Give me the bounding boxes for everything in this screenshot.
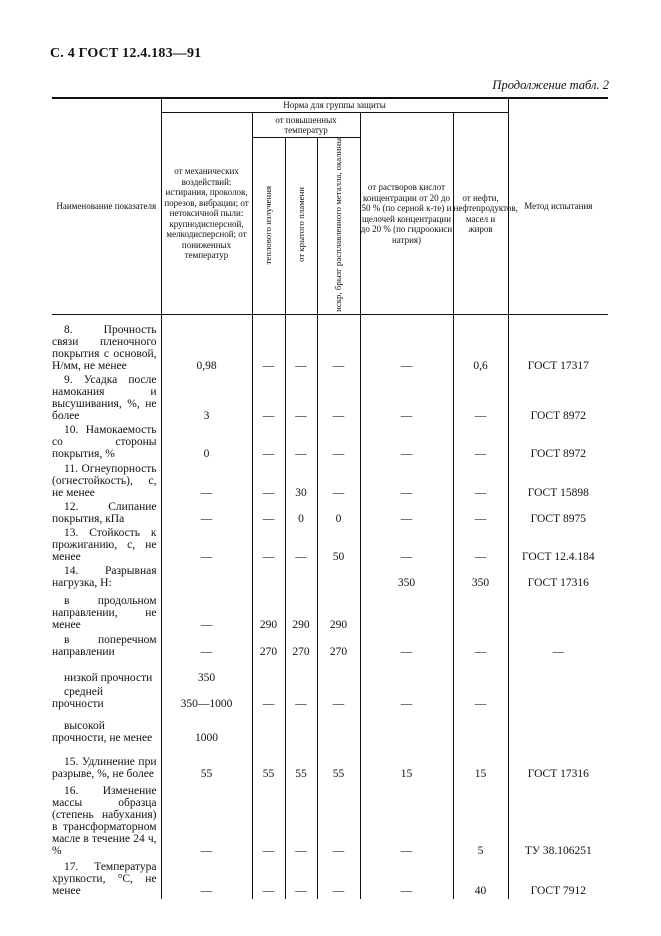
cell-indicator: низкой прочности	[52, 660, 161, 686]
cell-sparks: 0	[317, 501, 360, 527]
cell-sparks: —	[317, 686, 360, 712]
cell-acid: —	[360, 374, 453, 424]
cell-heat-radiation	[252, 660, 285, 686]
cell-acid: 350	[360, 565, 453, 591]
cell-indicator: высокой прочности, не менее	[52, 712, 161, 746]
cell-method: ТУ 38.106251	[508, 782, 608, 859]
header-open-flame	[285, 138, 317, 315]
cell-open-flame: —	[285, 374, 317, 424]
cell-acid: —	[360, 424, 453, 462]
cell-sparks	[317, 660, 360, 686]
cell-oil	[453, 712, 508, 746]
cell-acid: —	[360, 315, 453, 374]
cell-sparks	[317, 712, 360, 746]
header-sparks-text: искр, брызг расплавленного металла, окалины	[333, 138, 344, 312]
cell-mechanical: 1000	[161, 712, 252, 746]
cell-mechanical: 55	[161, 746, 252, 782]
cell-mechanical: 350—1000	[161, 686, 252, 712]
header-sparks	[317, 138, 360, 315]
cell-sparks: 50	[317, 527, 360, 565]
norms-table	[52, 97, 608, 899]
cell-indicator: 14. Разрывная нагрузка, Н:	[52, 565, 161, 591]
cell-open-flame: —	[285, 686, 317, 712]
table-row	[52, 660, 608, 686]
table-row	[52, 565, 608, 591]
cell-method	[508, 712, 608, 746]
cell-oil: —	[453, 527, 508, 565]
table-row	[52, 424, 608, 462]
cell-indicator: 8. Прочность связи пленочного покрытия с основой, Н/мм, не менее	[52, 315, 161, 374]
cell-heat-radiation: —	[252, 315, 285, 374]
cell-open-flame: 55	[285, 746, 317, 782]
cell-oil: —	[453, 424, 508, 462]
cell-method: ГОСТ 17317	[508, 315, 608, 374]
table-row	[52, 527, 608, 565]
cell-method: ГОСТ 8972	[508, 424, 608, 462]
cell-method	[508, 591, 608, 633]
table-row	[52, 712, 608, 746]
cell-method: ГОСТ 7912	[508, 859, 608, 899]
cell-sparks: —	[317, 782, 360, 859]
cell-open-flame	[285, 565, 317, 591]
cell-mechanical: —	[161, 462, 252, 501]
table-row	[52, 633, 608, 660]
cell-open-flame	[285, 660, 317, 686]
cell-open-flame: —	[285, 315, 317, 374]
cell-acid: —	[360, 527, 453, 565]
cell-heat-radiation: 290	[252, 591, 285, 633]
cell-sparks: 290	[317, 591, 360, 633]
cell-open-flame: —	[285, 859, 317, 899]
cell-open-flame	[285, 712, 317, 746]
cell-acid	[360, 712, 453, 746]
cell-heat-radiation: —	[252, 424, 285, 462]
cell-sparks: —	[317, 315, 360, 374]
table-row	[52, 859, 608, 899]
header-oil: от нефти, нефтепродуктов, масел и жиров	[453, 113, 508, 315]
cell-acid: —	[360, 859, 453, 899]
cell-heat-radiation	[252, 565, 285, 591]
cell-oil	[453, 591, 508, 633]
cell-mechanical: —	[161, 527, 252, 565]
cell-indicator: в продольном направлении, не менее	[52, 591, 161, 633]
cell-indicator: 16. Изменение массы образца (степень набухания) в трансформаторном масле в течение 24 ч, %	[52, 782, 161, 859]
cell-oil: 5	[453, 782, 508, 859]
table-row	[52, 782, 608, 859]
cell-heat-radiation: —	[252, 527, 285, 565]
cell-method: —	[508, 633, 608, 660]
cell-mechanical: 0,98	[161, 315, 252, 374]
table-continuation-label: Продолжение табл. 2	[492, 78, 609, 92]
cell-heat-radiation: 55	[252, 746, 285, 782]
cell-mechanical: —	[161, 782, 252, 859]
cell-heat-radiation: —	[252, 462, 285, 501]
cell-oil: —	[453, 374, 508, 424]
cell-method: ГОСТ 17316	[508, 565, 608, 591]
cell-sparks: —	[317, 374, 360, 424]
cell-heat-radiation	[252, 712, 285, 746]
cell-mechanical: 3	[161, 374, 252, 424]
cell-open-flame: —	[285, 527, 317, 565]
cell-open-flame: —	[285, 424, 317, 462]
cell-oil: 40	[453, 859, 508, 899]
table-header	[52, 98, 608, 315]
cell-open-flame: 270	[285, 633, 317, 660]
header-acid: от растворов кислот концентрации от 20 до 50 % (по серной к-те) и щелочей концентрации до 20 % (по гидроокиси натрия)	[360, 113, 453, 315]
cell-acid	[360, 591, 453, 633]
cell-oil: 15	[453, 746, 508, 782]
cell-mechanical: —	[161, 859, 252, 899]
cell-heat-radiation: —	[252, 374, 285, 424]
cell-oil	[453, 660, 508, 686]
cell-indicator: средней прочности	[52, 686, 161, 712]
table-body	[52, 315, 608, 899]
cell-indicator: в поперечном направлении	[52, 633, 161, 660]
cell-oil: —	[453, 686, 508, 712]
cell-mechanical: 0	[161, 424, 252, 462]
cell-mechanical: —	[161, 633, 252, 660]
cell-method: ГОСТ 15898	[508, 462, 608, 501]
table-row	[52, 591, 608, 633]
cell-sparks: 270	[317, 633, 360, 660]
header-heat-radiation-text: теплового излучения	[263, 185, 274, 265]
cell-method: ГОСТ 8972	[508, 374, 608, 424]
cell-acid: —	[360, 633, 453, 660]
cell-sparks: —	[317, 424, 360, 462]
cell-acid: —	[360, 462, 453, 501]
cell-method	[508, 686, 608, 712]
cell-acid: —	[360, 686, 453, 712]
cell-acid: —	[360, 501, 453, 527]
cell-mechanical: 350	[161, 660, 252, 686]
cell-open-flame: 0	[285, 501, 317, 527]
cell-heat-radiation: —	[252, 859, 285, 899]
cell-oil: 350	[453, 565, 508, 591]
cell-mechanical: —	[161, 591, 252, 633]
table-row	[52, 315, 608, 374]
cell-sparks: —	[317, 462, 360, 501]
table-row	[52, 462, 608, 501]
page-header: С. 4 ГОСТ 12.4.183—91	[50, 46, 202, 61]
cell-acid: 15	[360, 746, 453, 782]
cell-oil: —	[453, 501, 508, 527]
table-row	[52, 686, 608, 712]
table-row	[52, 746, 608, 782]
table-row	[52, 501, 608, 527]
cell-indicator: 15. Удлинение при разрыве, %, не более	[52, 746, 161, 782]
cell-open-flame: 290	[285, 591, 317, 633]
table-row	[52, 374, 608, 424]
cell-acid	[360, 660, 453, 686]
cell-acid: —	[360, 782, 453, 859]
cell-mechanical	[161, 565, 252, 591]
cell-oil: 0,6	[453, 315, 508, 374]
cell-indicator: 13. Стойкость к прожиганию, с, не менее	[52, 527, 161, 565]
cell-heat-radiation: 270	[252, 633, 285, 660]
cell-indicator: 12. Слипание покрытия, кПа	[52, 501, 161, 527]
cell-indicator: 9. Усадка после намокания и высушивания, %, не более	[52, 374, 161, 424]
cell-method: ГОСТ 12.4.184	[508, 527, 608, 565]
cell-indicator: 10. Намокаемость со стороны покрытия, %	[52, 424, 161, 462]
cell-heat-radiation: —	[252, 782, 285, 859]
header-open-flame-text: от крытого пламени	[295, 187, 306, 263]
cell-indicator: 17. Температура хрупкости, °С, не менее	[52, 859, 161, 899]
cell-method	[508, 660, 608, 686]
cell-indicator: 11. Огнеупорность (огнестойкость), с, не менее	[52, 462, 161, 501]
header-mechanical: от механических воздействий: истирания, проколов, порезов, вибрации; от нетоксичной пыли: крупнодисперсной, мелкодисперсной; от пониженных температур	[161, 113, 252, 315]
cell-sparks: —	[317, 859, 360, 899]
header-method: Метод испытания	[508, 98, 608, 315]
cell-sparks	[317, 565, 360, 591]
cell-oil: —	[453, 633, 508, 660]
cell-open-flame: —	[285, 782, 317, 859]
cell-mechanical: —	[161, 501, 252, 527]
cell-open-flame: 30	[285, 462, 317, 501]
cell-sparks: 55	[317, 746, 360, 782]
cell-oil: —	[453, 462, 508, 501]
header-indicator: Наименование показателя	[52, 98, 161, 315]
header-group-norm: Норма для группы защиты	[161, 98, 508, 113]
header-high-temp: от повышенных температур	[252, 113, 360, 138]
cell-method: ГОСТ 17316	[508, 746, 608, 782]
cell-heat-radiation: —	[252, 686, 285, 712]
header-heat-radiation	[252, 138, 285, 315]
cell-heat-radiation: —	[252, 501, 285, 527]
cell-method: ГОСТ 8975	[508, 501, 608, 527]
